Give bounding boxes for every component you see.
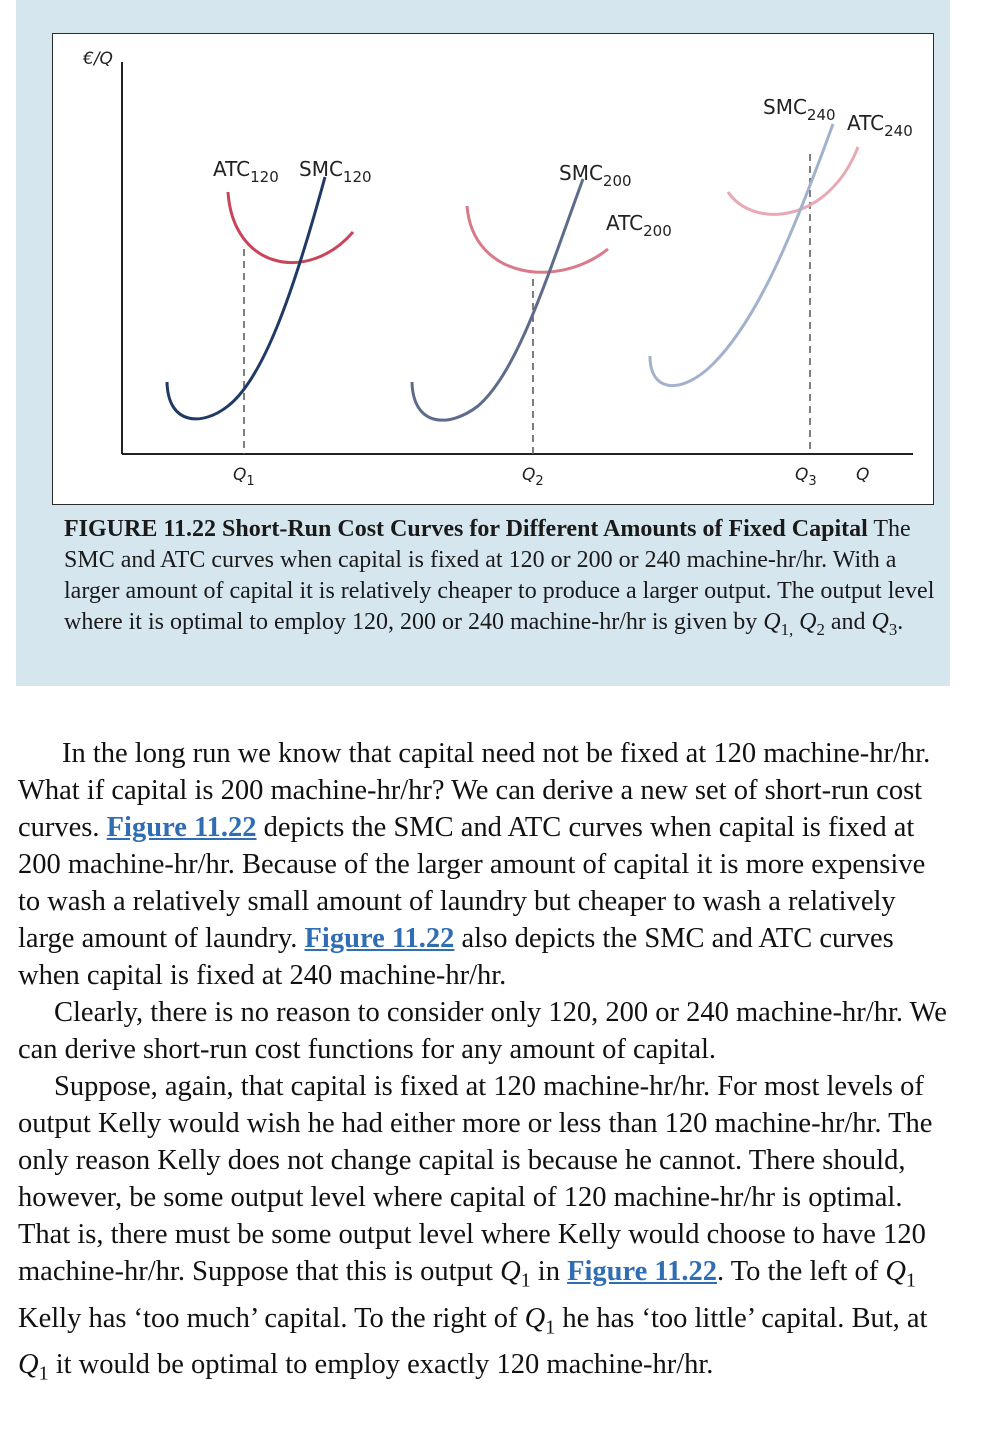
p3-q1: Q (18, 1349, 39, 1381)
p3-q1: Q (885, 1256, 907, 1287)
label-atc120: $ATC_{120}$ (213, 157, 279, 186)
figure-panel (16, 0, 950, 686)
p3-text-e: it would be optimal to employ exactly 120 machine-hr/hr. (48, 1349, 714, 1381)
body-text (18, 735, 948, 1393)
atc200-curve (467, 206, 608, 272)
label-atc200: $ATC_{200}$ (606, 211, 672, 240)
p3-q1-sub: 1 (545, 1316, 556, 1339)
p3-q1: Q (500, 1256, 521, 1287)
p1-text-c: also depicts the SMC and ATC curves when capital is fixed at 240 machine-hr/hr. (18, 923, 894, 991)
caption-and: and (824, 609, 872, 635)
figure-caption (64, 514, 944, 645)
p3-text-a: Suppose, again, that capital is fixed at 120 machine-hr/hr. For most levels of output Kelly would wish he had either more or less than 120 machine-hr/hr. The only reason Kelly does not change capital is because he cannot. There should, however, be some output level where capital of 120 machine-hr/hr is optimal. That is, there must be some output level where Kelly would choose to have 120 machine-hr/hr. Suppose that this is output (18, 1071, 933, 1287)
p3-q1-sub: 1 (38, 1363, 49, 1386)
figure-link[interactable]: Figure 11.22 (106, 812, 257, 843)
label-atc240: $ATC_{240}$ (847, 111, 913, 140)
p1-text-b: depicts the SMC and ATC curves when capital is fixed at 200 machine-hr/hr. Because of the larger amount of capital it is more expensive to wash a relatively small amount of laundry but cheaper to wash a relatively large amount of laundry. (18, 812, 926, 954)
p3-q1-sub: 1 (906, 1269, 916, 1292)
p3-text-c: Kelly has ‘too much’ capital. To the right of (18, 1302, 525, 1334)
figure-link[interactable]: Figure 11.22 (567, 1256, 717, 1287)
caption-end: . (897, 609, 904, 635)
tick-q2: $Q_2$ (522, 465, 544, 489)
atc120-curve (228, 192, 353, 263)
smc240-curve (650, 124, 833, 386)
label-smc120: $SMC_{120}$ (299, 157, 372, 186)
label-smc200: $SMC_{200}$ (559, 161, 632, 190)
caption-q1-sub: 1, (780, 619, 794, 639)
paragraph-2: Clearly, there is no reason to consider only 120, 200 or 240 machine-hr/hr. We can derive short-run cost functions for any amount of capital. (18, 997, 947, 1065)
caption-q2: Q (799, 609, 817, 635)
x-axis-label: Q (856, 465, 870, 485)
atc240-curve (728, 147, 858, 214)
paragraph-3 (18, 1068, 948, 1393)
smc120-curve (167, 177, 325, 419)
p3-in: in (530, 1256, 568, 1287)
cost-curves-chart (53, 34, 935, 506)
caption-q3-sub: 3 (888, 619, 898, 639)
p3-text-d: he has ‘too little’ capital. But, at (555, 1302, 928, 1334)
caption-q3: Q (871, 609, 889, 635)
caption-q2-sub: 2 (816, 619, 825, 639)
tick-q3: $Q_3$ (795, 465, 817, 489)
y-axis-label: €/Q (83, 49, 113, 69)
p1-text-a: In the long run we know that capital need not be fixed at 120 machine-hr/hr. What if capital is 200 machine-hr/hr? We can derive a new set of short-run cost curves. (18, 738, 931, 843)
p3-q1: Q (524, 1302, 546, 1334)
caption-title: FIGURE 11.22 Short-Run Cost Curves for Different Amounts of Fixed Capital (64, 516, 868, 542)
tick-q1: $Q_1$ (233, 465, 255, 489)
caption-q1: Q (763, 609, 781, 635)
chart-frame (52, 33, 934, 505)
smc200-curve (412, 179, 583, 420)
p3-text-b: . To the left of (716, 1256, 886, 1287)
caption-text: The SMC and ATC curves when capital is fixed at 120 or 200 or 240 machine-hr/hr. With a larger amount of capital it is relatively cheaper to produce a larger output. The output level where it is optimal to employ 120, 200 or 240 machine-hr/hr is given by (64, 516, 935, 635)
figure-link[interactable]: Figure 11.22 (304, 923, 455, 954)
p3-q1-sub: 1 (520, 1269, 531, 1292)
label-smc240: $SMC_{240}$ (763, 95, 836, 124)
paragraph-1 (18, 735, 948, 994)
